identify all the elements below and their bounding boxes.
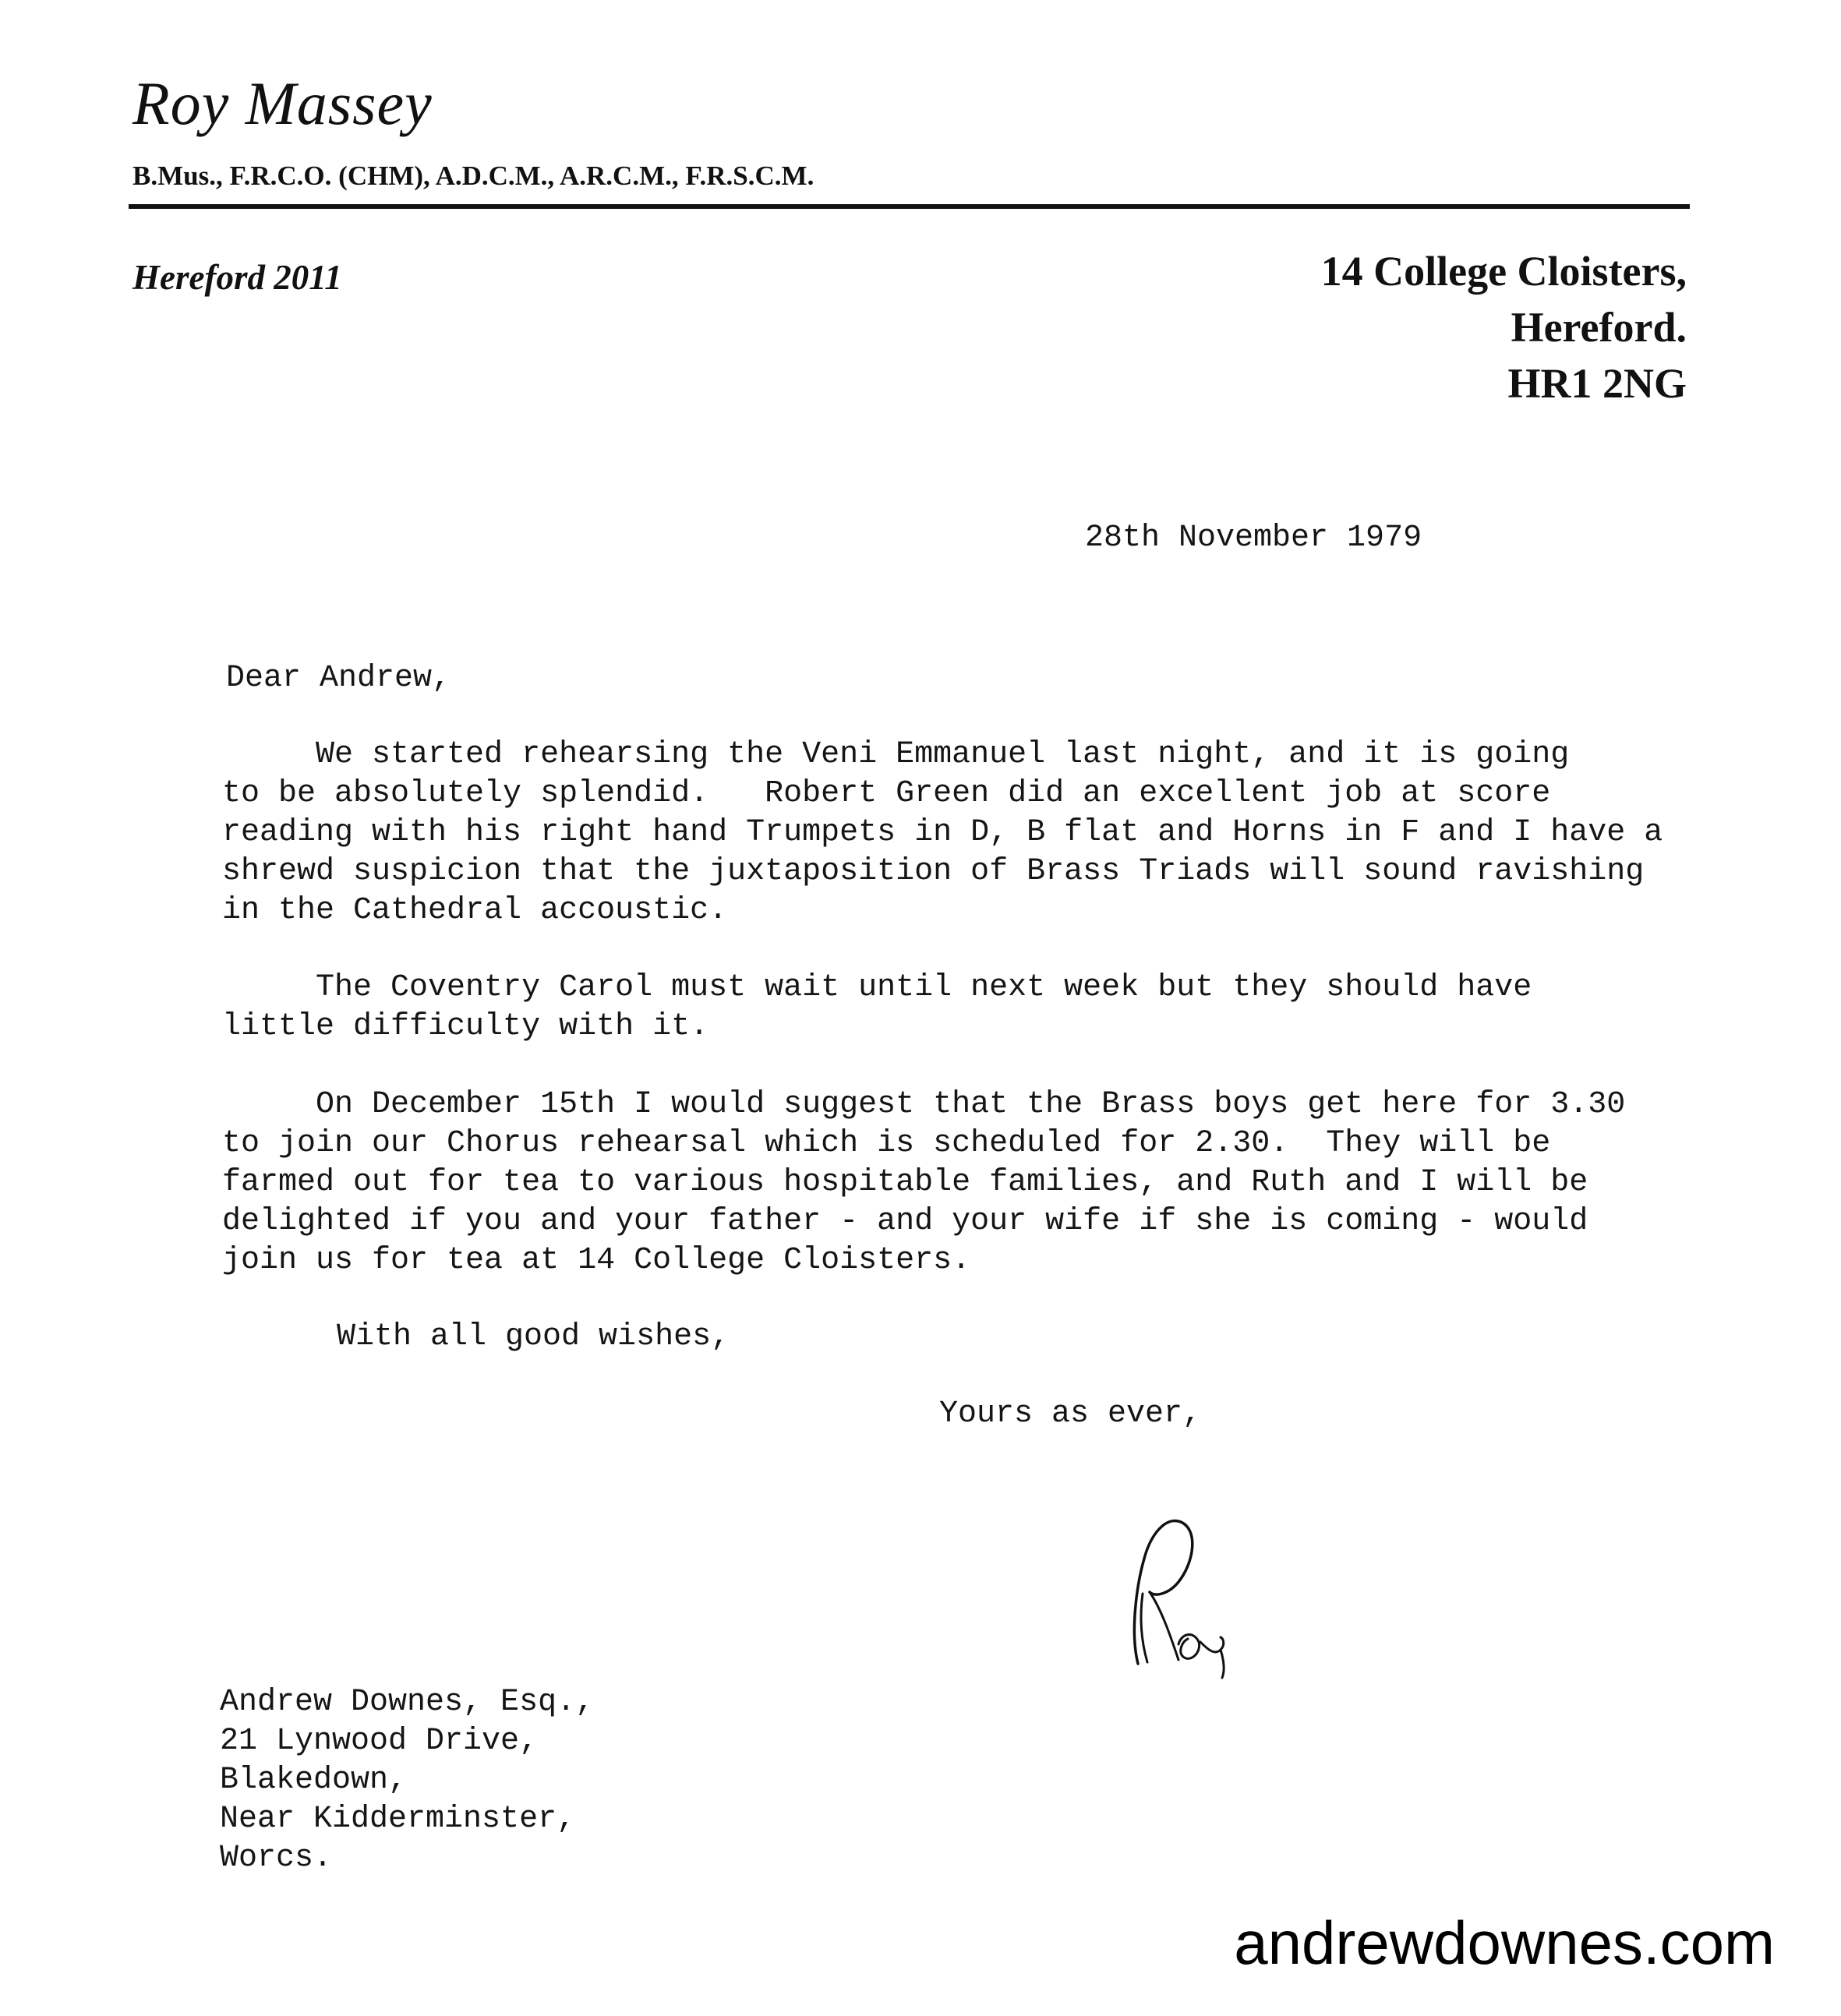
closing-line: With all good wishes, <box>337 1319 730 1354</box>
salutation: Dear Andrew, <box>226 661 451 696</box>
body-line: join us for tea at 14 College Cloisters. <box>222 1243 971 1278</box>
handwritten-signature <box>1107 1500 1247 1679</box>
signoff-line: Yours as ever, <box>939 1396 1202 1432</box>
addressee-line: 21 Lynwood Drive, <box>220 1724 539 1759</box>
letter-date: 28th November 1979 <box>1085 521 1422 556</box>
body-line: The Coventry Carol must wait until next week but they should have <box>222 970 1532 1005</box>
body-line: to be absolutely splendid. Robert Green did an excellent job at score <box>222 776 1551 811</box>
address-line: HR1 2NG <box>1507 360 1687 407</box>
letterhead-rule <box>129 204 1690 209</box>
body-paragraph <box>222 736 1663 930</box>
address-line: 14 College Cloisters, <box>1320 248 1687 295</box>
addressee-block <box>220 1683 594 1878</box>
addressee-line: Near Kidderminster, <box>220 1802 576 1837</box>
body-line: On December 15th I would suggest that the Brass boys get here for 3.30 <box>222 1087 1626 1122</box>
body-line: little difficulty with it. <box>222 1009 709 1044</box>
body-line: reading with his right hand Trumpets in D, B flat and Horns in F and I have a <box>222 815 1663 850</box>
letterhead-qualifications: B.Mus., F.R.C.O. (CHM), A.D.C.M., A.R.C.M., F.R.S.C.M. <box>133 161 814 191</box>
body-paragraph <box>222 1086 1625 1280</box>
letterhead-telephone: Hereford 2011 <box>133 258 342 297</box>
body-line: farmed out for tea to various hospitable families, and Ruth and I will be <box>222 1165 1588 1200</box>
letterhead-name: Roy Massey <box>133 69 433 137</box>
body-line: to join our Chorus rehearsal which is scheduled for 2.30. They will be <box>222 1126 1551 1161</box>
body-line: shrewd suspicion that the juxtaposition of Brass Triads will sound ravishing <box>222 854 1645 889</box>
address-line: Hereford. <box>1511 304 1687 351</box>
addressee-line: Worcs. <box>220 1841 333 1876</box>
body-paragraph <box>222 969 1532 1047</box>
body-line: in the Cathedral accoustic. <box>222 893 728 928</box>
website-watermark: andrewdownes.com <box>1234 1908 1775 1977</box>
addressee-line: Andrew Downes, Esq., <box>220 1685 595 1720</box>
body-line: We started rehearsing the Veni Emmanuel last night, and it is going <box>222 737 1570 772</box>
body-line: delighted if you and your father - and your wife if she is coming - would <box>222 1204 1588 1239</box>
letterhead-address <box>1321 243 1687 411</box>
addressee-line: Blakedown, <box>220 1763 408 1798</box>
